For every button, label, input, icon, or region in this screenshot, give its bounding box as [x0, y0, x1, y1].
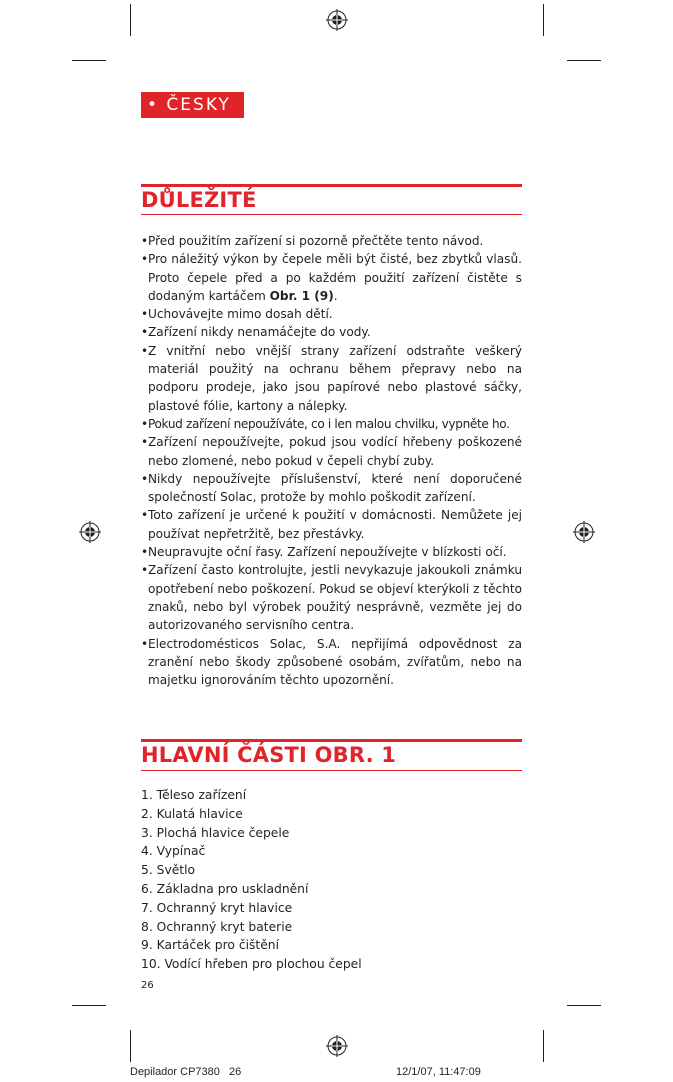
list-item: • Nikdy nepoužívejte příslušenství, které není doporučené společností Solac, protože by mohlo poškodit zařízení. — [141, 470, 522, 507]
registration-mark-icon — [326, 1035, 348, 1057]
footer-timestamp: 12/1/07, 11:47:09 — [396, 1066, 481, 1078]
registration-mark-icon — [573, 521, 595, 543]
safety-instructions-list — [141, 232, 522, 689]
list-item: • Neupravujte oční řasy. Zařízení nepoužívejte v blízkosti očí. — [141, 543, 522, 561]
crop-mark — [130, 4, 131, 36]
crop-mark — [72, 60, 106, 61]
list-item: 9. Kartáček pro čištění — [141, 938, 279, 953]
list-item: 4. Vypínač — [141, 844, 206, 859]
figure-reference: Obr. 1 (9) — [269, 288, 334, 303]
section-rule — [141, 739, 522, 742]
section-rule — [141, 184, 522, 187]
crop-mark — [567, 1005, 601, 1006]
important-section-title: DŮLEŽITÉ — [141, 188, 257, 212]
list-item: • Toto zařízení je určené k použití v domácnosti. Nemůžete jej používat nepřetržitě, bez přestávky. — [141, 506, 522, 543]
footer-filename: Depilador CP7380 26 — [130, 1066, 242, 1078]
crop-mark — [567, 60, 601, 61]
list-item: • Pro náležitý výkon by čepele měli být čisté, bez zbytků vlasů. Proto čepele před a po každém použití zařízení čistěte s dodaným kartáčem Obr. 1 (9). — [141, 250, 522, 305]
section-rule — [141, 214, 522, 215]
parts-list — [141, 786, 522, 974]
main-parts-section-title: HLAVNÍ ČÁSTI OBR. 1 — [141, 743, 397, 767]
list-item: • Pokud zařízení nepoužíváte, co i len malou chvilku, vypněte ho. — [141, 415, 522, 433]
list-item: 5. Světlo — [141, 863, 196, 878]
registration-mark-icon — [79, 521, 101, 543]
crop-mark — [543, 1030, 544, 1062]
registration-mark-icon — [326, 9, 348, 31]
list-item: 1. Těleso zařízení — [141, 788, 247, 802]
list-item: • Zařízení nepoužívejte, pokud jsou vodící hřebeny poškozené nebo zlomené, nebo pokud v čepeli chybí zuby. — [141, 433, 522, 470]
crop-mark — [543, 4, 544, 36]
list-item: • Zařízení nikdy nenamáčejte do vody. — [141, 323, 522, 341]
list-item: • Electrodomésticos Solac, S.A. nepřijímá odpovědnost za zranění nebo škody způsobené osobám, zvířatům, nebo na majetku ignorováním těchto upozornění. — [141, 635, 522, 690]
list-item: 8. Ochranný kryt baterie — [141, 919, 293, 934]
list-item: 2. Kulatá hlavice — [141, 806, 243, 821]
crop-mark — [130, 1030, 131, 1062]
section-rule — [141, 770, 522, 771]
list-item: • Z vnitřní nebo vnější strany zařízení odstraňte veškerý materiál použitý na ochranu během přepravy nebo na podporu prodeje, jako jsou papírové nebo plastové sáčky, plastové fólie, kartony a nálepky. — [141, 342, 522, 415]
list-item: 7. Ochranný kryt hlavice — [141, 900, 293, 915]
list-item: 6. Základna pro uskladnění — [141, 881, 309, 896]
list-item: • Před použitím zařízení si pozorně přečtěte tento návod. — [141, 232, 522, 250]
list-item: 3. Plochá hlavice čepele — [141, 825, 290, 840]
list-item: • Zařízení často kontrolujte, jestli nevykazuje jakoukoli známku opotřebení nebo poškození. Pokud se objeví kterýkoli z těchto znaků, nebo byl výrobek použitý nesprávně, vezměte jej do autorizovaného servisního centra. — [141, 561, 522, 634]
language-tab: • ČESKY — [141, 92, 244, 118]
list-item: 10. Vodící hřeben pro plochou čepel — [141, 957, 362, 972]
list-item: • Uchovávejte mimo dosah dětí. — [141, 305, 522, 323]
crop-mark — [72, 1005, 106, 1006]
page-number: 26 — [141, 980, 154, 991]
